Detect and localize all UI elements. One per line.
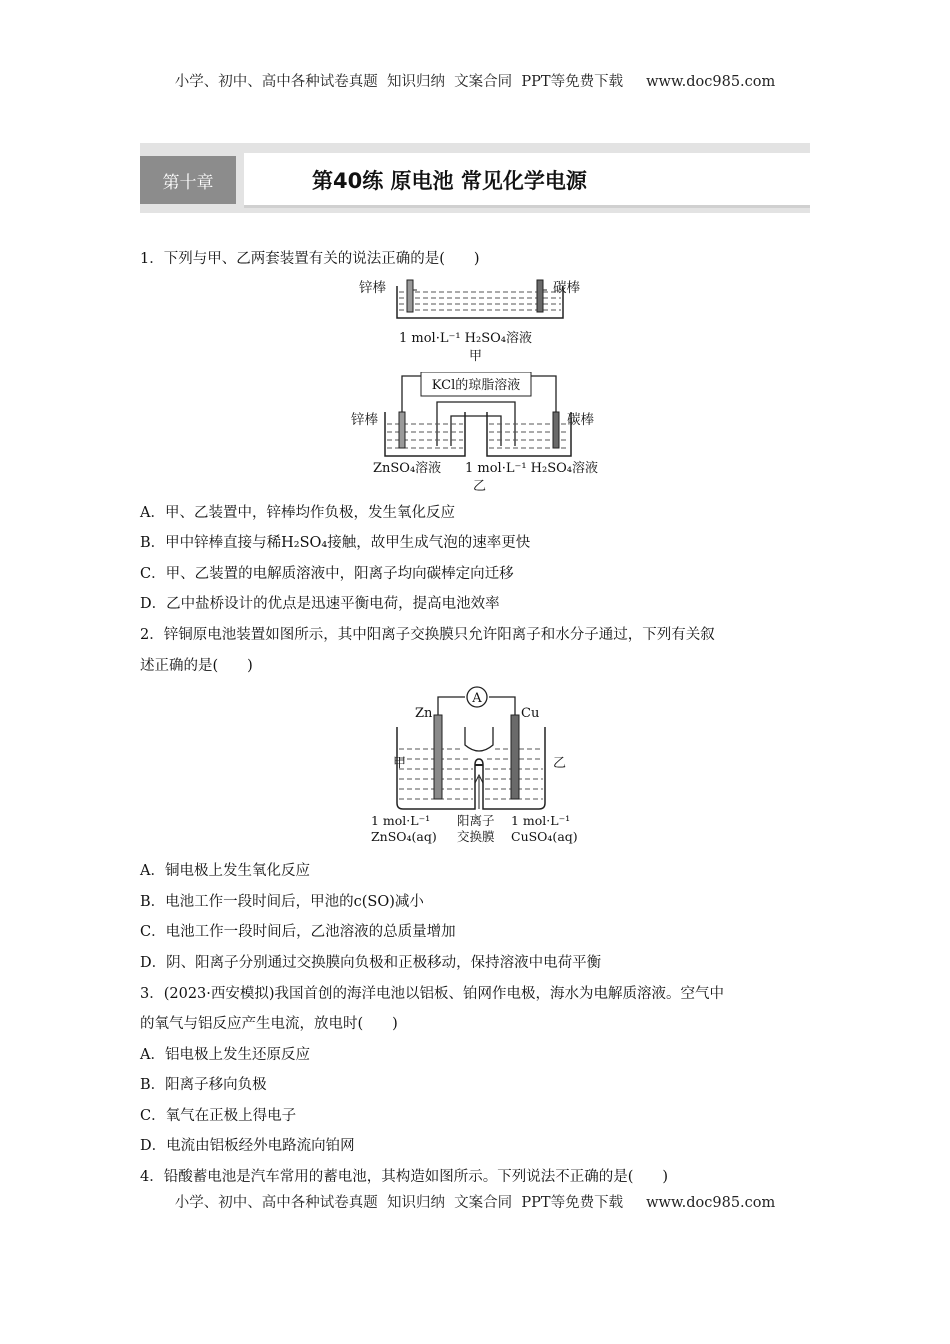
page-footer: 小学、初中、高中各种试卷真题 知识归纳 文案合同 PPT等免费下载 www.doc985.com — [174, 1195, 776, 1211]
q2-option-b: B．电池工作一段时间后，甲池的c(SO)减小 — [140, 894, 424, 910]
jia-zinc-rod — [407, 280, 413, 312]
yi-right-solution: 1 mol·L⁻¹ H₂SO₄溶液 — [465, 461, 599, 476]
q1-option-c: C．甲、乙装置的电解质溶液中，阳离子均向碳棒定向迁移 — [140, 566, 514, 582]
jia-carbon-rod — [537, 280, 543, 312]
q2-zn-rod — [434, 715, 442, 799]
yi-solution-lines — [387, 424, 569, 448]
q2-right-conc: 1 mol·L⁻¹ — [511, 813, 571, 828]
q2-option-d: D．阴、阳离子分别通过交换膜向负极和正极移动，保持溶液中电荷平衡 — [140, 955, 602, 971]
q2-right-sol: CuSO₄(aq) — [511, 829, 578, 844]
yi-caption: 乙 — [473, 479, 487, 494]
chapter-tab: 第十章 — [140, 156, 236, 204]
q4-stem: 4．铅酸蓄电池是汽车常用的蓄电池，其构造如图所示。下列说法不正确的是( ) — [140, 1169, 669, 1185]
q3-option-c: C．氧气在正极上得电子 — [140, 1108, 297, 1124]
q2-ammeter-label: A — [472, 691, 482, 706]
q1-stem: 1．下列与甲、乙两套装置有关的说法正确的是( ) — [140, 251, 480, 267]
q2-left-cell: 甲 — [393, 756, 407, 771]
q1-option-d: D．乙中盐桥设计的优点是迅速平衡电荷，提高电池效率 — [140, 596, 500, 612]
q1-option-b: B．甲中锌棒直接与稀H₂SO₄接触，故甲生成气泡的速率更快 — [140, 535, 531, 551]
q1-option-a: A．甲、乙装置中，锌棒均作负极，发生氧化反应 — [140, 505, 455, 521]
q2-stem-line1: 2．锌铜原电池装置如图所示，其中阳离子交换膜只允许阳离子和水分子通过，下列有关叙 — [140, 627, 715, 643]
jia-solution: 1 mol·L⁻¹ H₂SO₄溶液 — [399, 331, 533, 346]
yi-zinc-rod — [399, 412, 405, 448]
yi-carbon-rod — [553, 412, 559, 448]
yi-left-beaker — [385, 412, 465, 456]
q2-zn-label: Zn — [415, 706, 433, 721]
q2-option-a: A．铜电极上发生氧化反应 — [140, 863, 310, 879]
q1-figure-jia — [355, 276, 605, 368]
yi-left-label: 锌棒 — [351, 412, 378, 428]
q2-divider — [465, 727, 493, 751]
q3-stem-line2: 的氧气与铝反应产生电流，放电时( ) — [140, 1016, 398, 1032]
page-title: 第40练 原电池 常见化学电源 — [312, 169, 587, 193]
jia-right-label: 碳棒 — [553, 280, 580, 296]
q2-membrane-label-1: 阳离子 — [457, 813, 495, 828]
q2-right-cell: 乙 — [553, 756, 567, 771]
yi-right-label: 碳棒 — [567, 412, 594, 428]
yi-left-solution: ZnSO₄溶液 — [373, 461, 442, 476]
q2-cu-label: Cu — [521, 706, 540, 721]
q2-figure — [365, 685, 590, 850]
q2-cu-rod — [511, 715, 519, 799]
yi-salt-bridge — [437, 402, 515, 446]
q2-vessel — [397, 727, 545, 809]
jia-left-label: 锌棒 — [359, 280, 386, 296]
q2-left-sol: ZnSO₄(aq) — [371, 829, 437, 844]
yi-bridge-label: KCl的琼脂溶液 — [431, 378, 521, 393]
page-header: 小学、初中、高中各种试卷真题 知识归纳 文案合同 PPT等免费下载 www.doc985.com — [174, 74, 776, 90]
q3-option-a: A．铝电极上发生还原反应 — [140, 1047, 310, 1063]
q2-stem-line2: 述正确的是( ) — [140, 658, 253, 674]
q3-stem-line1: 3．(2023·西安模拟)我国首创的海洋电池以铝板、铂网作电极，海水为电解质溶液。空气中 — [140, 986, 725, 1002]
q1-figure-yi — [345, 372, 615, 494]
q3-option-b: B．阳离子移向负极 — [140, 1077, 267, 1093]
q3-option-d: D．电流由铝板经外电路流向铂网 — [140, 1138, 355, 1154]
q2-option-c: C．电池工作一段时间后，乙池溶液的总质量增加 — [140, 924, 456, 940]
jia-caption: 甲 — [469, 349, 483, 364]
q2-solution-lines — [399, 749, 543, 799]
q2-left-conc: 1 mol·L⁻¹ — [371, 813, 431, 828]
q2-membrane-label-2: 交换膜 — [457, 829, 495, 844]
